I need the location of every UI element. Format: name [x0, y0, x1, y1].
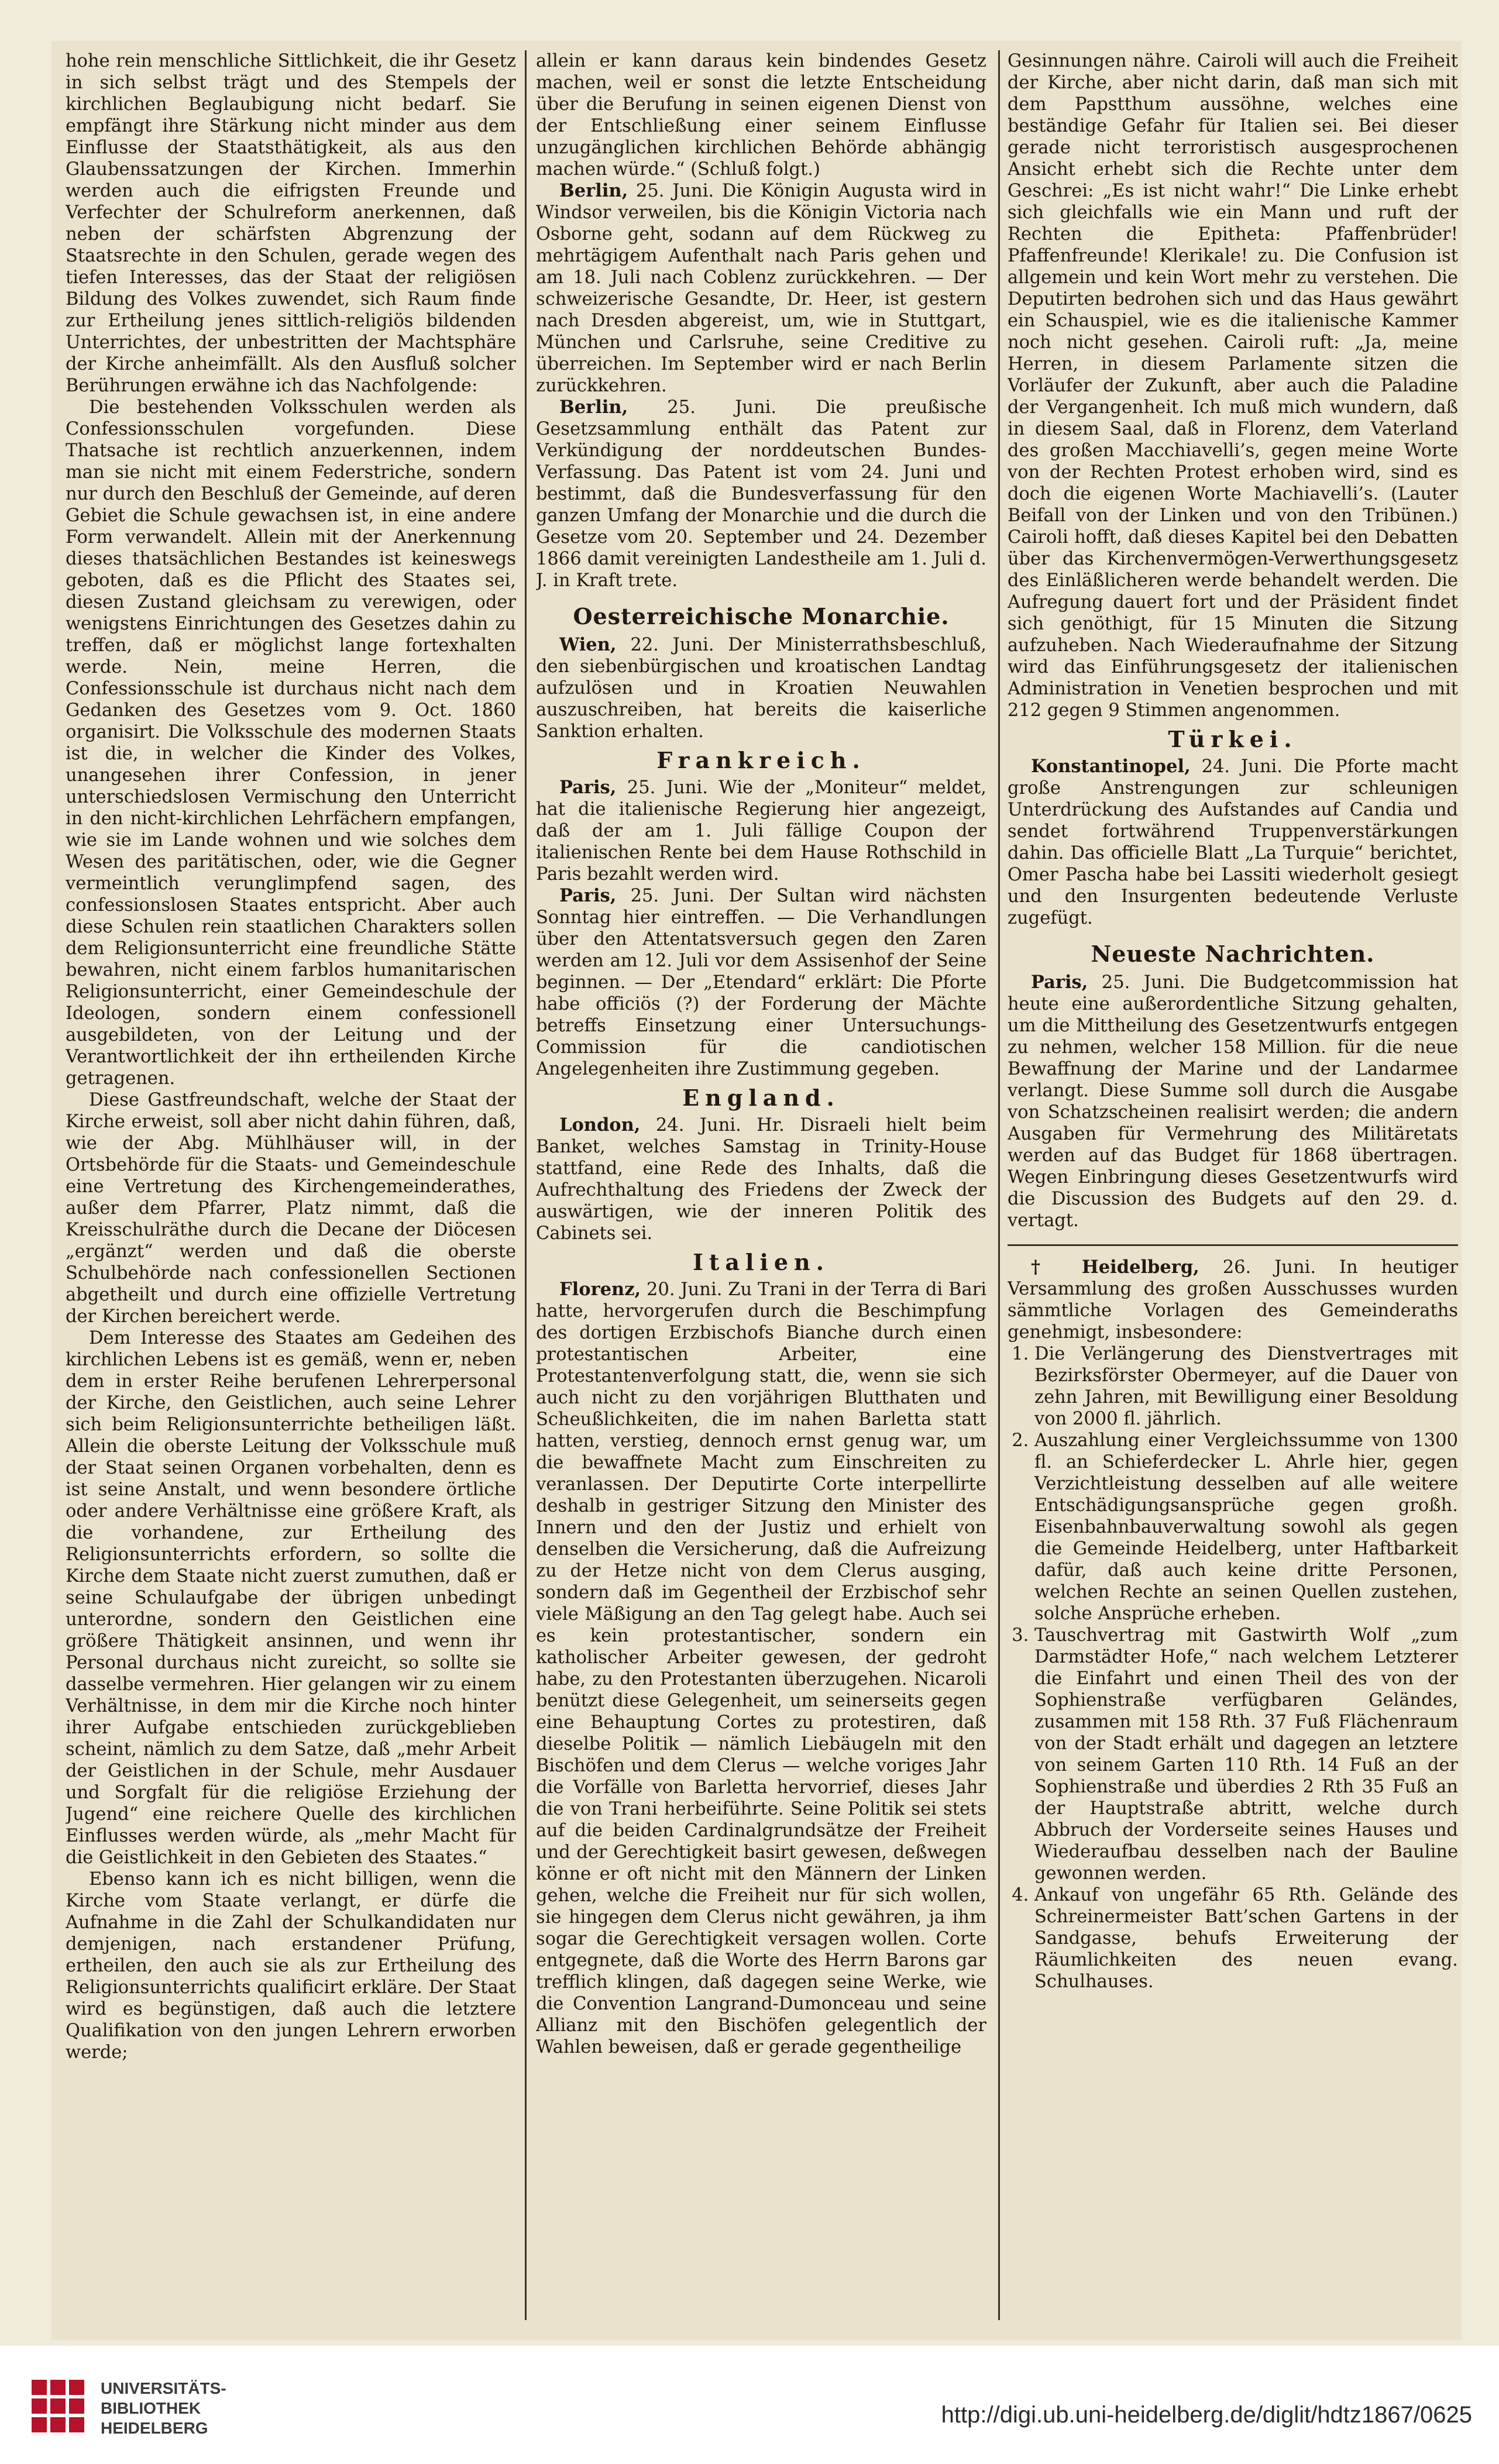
news-item	[536, 180, 986, 397]
news-item	[1008, 756, 1458, 929]
dateline: Konstantinopel,	[1031, 756, 1191, 777]
news-item	[536, 1114, 986, 1244]
dateline: Berlin,	[559, 180, 628, 201]
news-item	[536, 885, 986, 1080]
dateline: London,	[559, 1114, 641, 1135]
paragraph: Diese Gastfreundschaft, welche der Staat der Kirche erweist, soll aber nicht dahin führen, daß, wie der Abg. Mühlhäuser will, in der Ortsbehörde für die Staats- und Gemeindeschule eine Vertretung des Kirchengemeinderathes, außer dem Pfarrer, Platz nimmt, daß die Kreisschulräthe durch die Decane der Diöcesen „ergänzt“ werden und daß die oberste Schulbehörde nach confessionellen Sectionen abgetheilt und durch eine offizielle Vertretung der Kirchen bereichert werde.	[66, 1090, 516, 1327]
news-item	[1008, 1257, 1458, 1343]
dateline: Wien,	[559, 634, 617, 655]
section-heading: Oesterreichische Monarchie.	[573, 603, 950, 629]
news-text: 22. Juni. Der Ministerrathsbeschluß, den siebenbürgischen und kroatischen Landtag aufzulösen und in Kroatien Neuwahlen auszuschreiben, hat bereits die kaiserliche Sanktion erhalten.	[536, 635, 986, 742]
permalink-url[interactable]: http://digi.ub.uni-heidelberg.de/diglit/hdtz1867/0625	[941, 2402, 1472, 2428]
divider	[1008, 1244, 1458, 1246]
news-item	[536, 397, 986, 591]
news-text: 25. Juni. Die Budgetcommission hat heute eine außerordentliche Sitzung gehalten, um die Mittheilung des Gesetzentwurfs entgegen zu nehmen, welcher 158 Million. für die neue Bewaffnung der Marine und der Landarmee verlangt. Diese Summe soll durch die Ausgabe von Schatzscheinen realisirt werden; die andern Ausgaben für Vermehrung des Militäretats werden auf das Budget für 1868 übertragen. Wegen Einbringung dieses Gesetzentwurfs wird die Discussion des Budgets auf den 29. d. vertagt.	[1008, 972, 1458, 1231]
news-item	[536, 777, 986, 885]
list-item: 4. Ankauf von ungefähr 65 Rth. Gelände des Schreinermeister Batt’schen Gartens in der Sandgasse, behufs Erweiterung der Räumlichkeiten des neuen evang. Schulhauses.	[1034, 1884, 1458, 1992]
dateline: Paris,	[559, 885, 617, 906]
news-item	[536, 634, 986, 742]
news-text: 25. Juni. Wie der „Moniteur“ meldet, hat die italienische Regierung hier angezeigt, daß der am 1. Juli fällige Coupon der italienischen Rente bei dem Hause Rothschild in Paris bezahlt werden wird.	[536, 777, 986, 885]
dateline: † Heidelberg,	[1031, 1257, 1199, 1278]
section-heading: England.	[682, 1085, 840, 1111]
news-text: 26. Juni. In heutiger Versammlung des großen Ausschusses wurden sämmtliche Vorlagen des Gemeinderaths genehmigt, insbesondere:	[1008, 1257, 1458, 1343]
column-1	[66, 50, 516, 2332]
section-heading: Frankreich.	[656, 747, 866, 773]
section-heading: Italien.	[693, 1249, 830, 1275]
news-item	[536, 1279, 986, 2058]
library-name-line: HEIDELBERG	[101, 2419, 208, 2437]
dateline: Florenz,	[559, 1279, 641, 1300]
paragraph: Dem Interesse des Staates am Gedeihen des kirchlichen Lebens ist es gemäß, wenn er, neben dem in erster Reihe berufenen Lehrerpersonal der Kirche, den Geistlichen, auch seine Lehrer sich beim Religionsunterrichte betheiligen läßt. Allein die oberste Leitung der Volksschule muß der Staat seinen Organen vorbehalten, denn es ist seine Anstalt, und wenn besondere örtliche oder andere Verhältnisse eine größere Kraft, als die vorhandene, zur Ertheilung des Religionsunterrichts erfordern, so sollte die Kirche dem Staate nicht zuerst zumuthen, daß er seine Schulaufgabe der übrigen unbedingt unterordne, sondern den Geistlichen eine größere Thätigkeit ansinnen, und wenn ihr Personal durchaus nicht zureicht, so sollte sie dasselbe vermehren. Hier gelangen wir zu einem Verhältnisse, in dem mir die Kirche noch hinter ihrer Aufgabe entschieden zurückgeblieben scheint, nämlich zu dem Satze, daß „mehr Arbeit der Geistlichen in der Schule, mehr Ausdauer und Sorgfalt für die religiöse Erziehung der Jugend“ eine reichere Quelle des kirchlichen Einflusses werden würde, als „mehr Macht für die Geistlichkeit in den Gebieten des Staates.“	[66, 1328, 516, 1868]
news-text: 25. Juni. Der Sultan wird nächsten Sonntag hier eintreffen. — Die Verhandlungen über den Attentatsversuch gegen den Zaren werden am 12. Juli vor dem Assisenhof der Seine beginnen. — Der „Etendard“ erklärt: Die Pforte habe officiös (?) der Forderung der Mächte betreffs Einsetzung einer Untersuchungs-Commission für die candiotischen Angelegenheiten ihre Zustimmung gegeben.	[536, 886, 986, 1079]
library-name-line: UNIVERSITÄTS-	[101, 2379, 226, 2397]
paragraph: Ebenso kann ich es nicht billigen, wenn die Kirche vom Staate verlangt, er dürfe die Aufnahme in die Zahl der Schulkandidaten nur demjenigen, nach erstandener Prüfung, ertheilen, den auch sie als zur Ertheilung des Religionsunterrichts qualificirt erkläre. Der Staat wird es begünstigen, daß auch die letztere Qualifikation von den jungen Lehrern erworben werde;	[66, 1869, 516, 2063]
footer-bar	[0, 2346, 1499, 2464]
resolution-list	[1008, 1343, 1458, 1992]
column-2	[536, 50, 986, 2332]
paragraph: Die bestehenden Volksschulen werden als Confessionsschulen vorgefunden. Diese Thatsache ist rechtlich anzuerkennen, indem man sie nicht mit einem Federstriche, sondern nur durch den Beschluß der Gemeinde, auf deren Gebiet die Schule gewachsen ist, in eine andere Form verwandelt. Allein mit der Anerkennung dieses thatsächlichen Bestandes ist keineswegs geboten, daß es die Pflicht des Staates sei, diesen Zustand gleichsam zu verewigen, oder wenigstens Einrichtungen des Gesetzes dahin zu treffen, daß er möglichst lange fortexhalten werde. Nein, meine Herren, die Confessionsschule ist durchaus nicht nach dem Gedanken des Gesetzes vom 9. Oct. 1860 organisirt. Die Volksschule des modernen Staats ist die, in welcher die Kinder des Volkes, unangesehen ihrer Confession, in jener unterschiedslosen Vermischung den Unterricht in den nicht-kirchlichen Lehrfächern empfangen, wie sie im Lande wohnen und wie solches dem Wesen des paritätischen, oder, wie die Gegner vermeintlich verunglimpfend sagen, des confessionslosen Staates entspricht. Aber auch diese Schulen rein staatlichen Charakters sollen dem Religionsunterricht eine freundliche Stätte bewahren, nicht einem farblos humanitarischen Religionsunterricht, einer Gemeindeschule der Ideologen, sondern einem confessionell ausgebildeten, von der Leitung und der Verantwortlichkeit der ihn ertheilenden Kirche getragenen.	[66, 397, 516, 1089]
news-item	[1008, 972, 1458, 1231]
list-item: 3. Tauschvertrag mit Gastwirth Wolf „zum Darmstädter Hofe,“ nach welchem Letzterer die Einfahrt und einen Theil des von der Sophienstraße verfügbaren Geländes, zusammen mit 158 Rth. 37 Fuß Flächenraum von der Stadt erhält und dagegen an letztere von seinem Garten 110 Rth. 14 Fuß an der Sophienstraße und überdies 2 Rth 35 Fuß an der Hauptstraße abtritt, welche durch Abbruch der Vorderseite seines Hauses und Wiederaufbau desselben nach der Bauline gewonnen werden.	[1034, 1625, 1458, 1884]
news-text: 24. Juni. Hr. Disraeli hielt beim Banket, welches Samstag in Trinity-House stattfand, eine Rede des Inhalts, daß die Aufrechthaltung des Friedens der Zweck der auswärtigen, wie der inneren Politik des Cabinets sei.	[536, 1115, 986, 1244]
list-item: 2. Auszahlung einer Vergleichssumme von 1300 fl. an Schieferdecker L. Ahrle hier, gegen Verzichtleistung desselben auf alle weitere Entschädigungsansprüche gegen großh. Eisenbahnbauverwaltung sowohl als gegen die Gemeinde Heidelberg, unter Haftbarkeit dafür, daß auch keine dritte Personen, welchen Rechte an seinen Quellen zustehen, solche Ansprüche erheben.	[1034, 1430, 1458, 1625]
dateline: Paris,	[559, 777, 617, 798]
news-text: 25. Juni. Die preußische Gesetzsammlung enthält das Patent zur Verkündigung der norddeutschen Bundes-Verfassung. Das Patent ist vom 24. Juni und bestimmt, daß die Bundesverfassung für den ganzen Umfang der Monarchie und die durch die Gesetze vom 20. September und 24. Dezember 1866 damit vereinigten Landestheile am 1. Juli d. J. in Kraft trete.	[536, 397, 986, 591]
paragraph: Gesinnungen nähre. Cairoli will auch die Freiheit der Kirche, aber nicht darin, daß man sich mit dem Papstthum aussöhne, welches eine beständige Gefahr für Italien sei. Bei dieser gerade nicht terroristisch ausgesprochenen Ansicht erhebt sich die Rechte unter dem Geschrei: „Es ist nicht wahr!“ Die Linke erhebt sich gleichfalls wie ein Mann und ruft der Rechten die Epitheta: Pfaffenbrüder! Pfaffenfreunde! Klerikale! zu. Die Confusion ist allgemein und kein Wort mehr zu verstehen. Die Deputirten bedrohen sich und das Haus gewährt ein Schauspiel, wie es die italienische Kammer noch nicht gesehen. Cairoli ruft: „Ja, meine Herren, in diesem Parlamente sitzen die Vorläufer der Zukunft, aber auch die Paladine der Vergangenheit. Ich muß mich wundern, daß in diesem Saal, daß in Florenz, dem Vaterland des großen Macchiavelli’s, gegen meine Worte von der Rechten Protest erhoben wird, sind es doch die eigenen Worte Machiavelli’s. (Lauter Beifall von der Linken und von den Tribünen.) Cairoli hofft, daß dieses Kapitel bei den Debatten über das Kirchenvermögen-Verwerthungsgesetz des Einläßlicheren werde behandelt werden. Die Aufregung dauert fort und der Präsident findet sich genöthigt, für 15 Minuten die Sitzung aufzuheben. Nach Wiederaufnahme der Sitzung wird das Einführungsgesetz der italienischen Administration in Venetien besprochen und mit 212 gegen 9 Stimmen angenommen.	[1008, 51, 1458, 721]
dateline: Paris,	[1031, 972, 1088, 993]
section-heading: Neueste Nachrichten.	[1091, 941, 1375, 967]
paragraph: hohe rein menschliche Sittlichkeit, die ihr Gesetz in sich selbst trägt und des Stempels der kirchlichen Beglaubigung nicht bedarf. Sie empfängt ihre Stärkung nicht minder aus dem Einflusse der Staatsthätigkeit, als aus den Glaubenssatzungen der Kirchen. Immerhin werden auch die eifrigsten Freunde und Verfechter der Schulreform anerkennen, daß neben der schärfsten Abgrenzung der Staatsrechte in den Schulen, gerade wegen des tiefen Interesses, das der Staat der religiösen Bildung des Volkes zuwendet, sich Raum finde zur Ertheilung jenes sittlich-religiös bildenden Unterrichtes, der unbestritten der Machtsphäre der Kirche anheimfällt. Als den Ausfluß solcher Berührungen erwähne ich das Nachfolgende:	[66, 51, 516, 396]
column-3	[1008, 50, 1458, 2332]
library-name-line: BIBLIOTHEK	[101, 2399, 201, 2417]
library-logo-icon	[23, 2372, 94, 2442]
paragraph: allein er kann daraus kein bindendes Gesetz machen, weil er sonst die letzte Entscheidung über die Berufung in seinen eigenen Dienst von der Entschließung einer seinem Einflusse unzugänglichen kirchlichen Behörde abhängig machen würde.“ (Schluß folgt.)	[536, 51, 986, 180]
columns	[66, 50, 1460, 2332]
news-text: 25. Juni. Die Königin Augusta wird in Windsor verweilen, bis die Königin Victoria nach Osborne geht, sodann auf dem Rückweg zu mehrtägigem Aufenthalt nach Paris gehen und am 18. Juli nach Coblenz zurückkehren. — Der schweizerische Gesandte, Dr. Heer, ist gestern nach Dresden abgereist, um, wie in Stuttgart, München und Carlsruhe, seine Creditive zu überreichen. Im September wird er nach Berlin zurückkehren.	[536, 181, 986, 396]
section-heading: Türkei.	[1168, 726, 1298, 752]
dateline: Berlin,	[559, 397, 628, 418]
list-item: 1. Die Verlängerung des Dienstvertrages mit Bezirksförster Obermeyer, auf die Dauer von zehn Jahren, mit Bewilligung einer Besoldung von 2000 fl. jährlich.	[1034, 1343, 1458, 1430]
library-name	[101, 2379, 226, 2438]
news-text: 24. Juni. Die Pforte macht große Anstrengungen zur schleunigen Unterdrückung des Aufstandes auf Candia und sendet fortwährend Truppenverstärkungen dahin. Das officielle Blatt „La Turquie“ berichtet, Omer Pascha habe bei Lassiti wiederholt gesiegt und den Insurgenten bedeutende Verluste zugefügt.	[1008, 756, 1458, 928]
news-text: 20. Juni. Zu Trani in der Terra di Bari hatte, hervorgerufen durch die Beschimpfung des dortigen Erzbischofs Bianche durch einen protestantischen Arbeiter, eine Protestantenverfolgung statt, die, wenn sie sich auch nicht zu den vorjährigen Blutthaten und Scheußlichkeiten, die im nahen Barletta statt hatten, verstieg, dennoch ernst genug war, um die bewaffnete Macht zum Einschreiten zu veranlassen. Der Deputirte Corte interpellirte deshalb in gestriger Sitzung den Minister des Innern und den der Justiz und erhielt von denselben die Versicherung, daß die Aufreizung zu der Hetze nicht von dem Clerus ausging, sondern daß im Gegentheil der Erzbischof sehr viele Mäßigung an den Tag gelegt habe. Auch sei es kein protestantischer, sondern ein katholischer Arbeiter gewesen, der gedroht habe, zu den Protestanten überzugehen. Nicaroli benützt diese Gelegenheit, um seinerseits gegen eine Behauptung Cortes zu protestiren, daß dieselbe Politik — nämlich Liebäugeln mit den Bischöfen und dem Clerus — welche voriges Jahr die Vorfälle von Barletta hervorrief, dieses Jahr die von Trani herbeiführte. Seine Politik sei stets auf die beiden Cardinalgrundsätze der Freiheit und der Gerechtigkeit basirt gewesen, deßwegen könne er oft nicht mit den Männern der Linken gehen, welche die Freiheit nur für sich wollen, sie hingegen dem Clerus nicht gewähren, ja ihm sogar die Gerechtigkeit versagen wollen. Corte entgegnete, daß die Worte des Herrn Barons gar trefflich klingen, daß dagegen seine Werke, wie die Convention Langrand-Dumonceau und seine Allianz mit den Bischöfen gelegentlich der Wahlen beweisen, daß er gerade gegentheilige	[536, 1279, 986, 2057]
